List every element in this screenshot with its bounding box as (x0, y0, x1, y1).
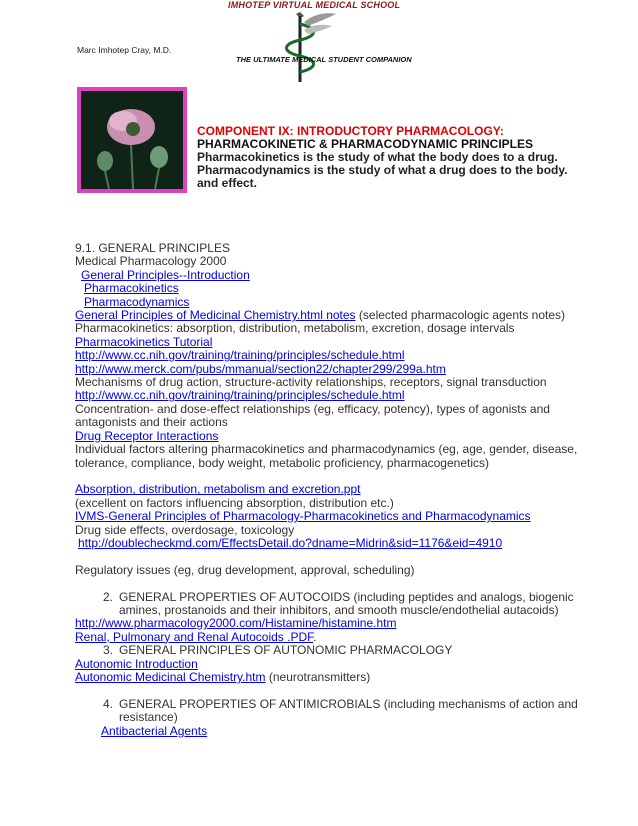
link-drug-receptor-interactions[interactable]: Drug Receptor Interactions (75, 428, 219, 443)
list-item (75, 591, 595, 618)
link-antibacterial-agents[interactable]: Antibacterial Agents (101, 723, 208, 738)
link-ivms-general-principles[interactable]: IVMS-General Principles of Pharmacology-Pharmacokinetics and Pharmacodynamics (75, 509, 531, 524)
link-autonomic-medicinal-chemistry[interactable]: Autonomic Medicinal Chemistry.htm (75, 669, 266, 684)
component-title: COMPONENT IX: INTRODUCTORY PHARMACOLOGY: (197, 124, 504, 138)
autonomic-medchem-note: (neurotransmitters) (265, 669, 371, 684)
link-doublecheckmd[interactable]: http://doublecheckmd.com/EffectsDetail.do?dname=Midrin&sid=1176&eid=4910 (78, 535, 503, 550)
link-nih-schedule[interactable]: http://www.cc.nih.gov/training/training/principles/schedule.html (75, 348, 405, 363)
section-heading: 9.1. GENERAL PRINCIPLES (75, 241, 230, 255)
main-content (75, 242, 595, 738)
caduceus-logo-icon (270, 10, 340, 82)
renal-suffix: . (313, 629, 317, 644)
list-number: 4. (102, 696, 113, 711)
medical-pharmacology-label: Medical Pharmacology 2000 (75, 254, 227, 269)
link-histamine[interactable]: http://www.pharmacology2000.com/Histamine/histamine.htm (75, 616, 397, 631)
list-item-text: GENERAL PROPERTIES OF AUTOCOIDS (including peptides and analogs, biogenic amines, prostanoids and their inhibitors, and smooth muscle/endothelial autacoids) (119, 589, 574, 617)
list-item (75, 644, 595, 657)
component-subtitle: PHARMACOKINETIC & PHARMACODYNAMIC PRINCIPLES (197, 137, 534, 151)
link-autonomic-introduction[interactable]: Autonomic Introduction (75, 656, 198, 671)
link-nih-schedule-2[interactable]: http://www.cc.nih.gov/training/training/principles/schedule.html (75, 388, 405, 403)
list-item (75, 698, 595, 725)
mechanisms-text: Mechanisms of drug action, structure-activity relationships, receptors, signal transduction (75, 375, 547, 390)
gp-medchem-note: (selected pharmacologic agents notes) (355, 308, 566, 323)
poppy-flower-image (81, 91, 183, 189)
link-general-principles-intro[interactable]: General Principles--Introduction (81, 267, 250, 282)
side-effects-text: Drug side effects, overdosage, toxicology (75, 522, 295, 537)
intro-line: and effect. (197, 176, 258, 190)
link-renal-autocoids-pdf[interactable]: Renal, Pulmonary and Renal Autocoids .PDF (75, 629, 314, 644)
individual-factors-text: Individual factors altering pharmacokinetics and pharmacodynamics (eg, age, gender, disease, tolerance, compliance, body weight, metabolic proficiency, pharmacogenetics) (75, 442, 578, 470)
link-merck-manual[interactable]: http://www.merck.com/pubs/mmanual/section22/chapter299/299a.htm (75, 361, 446, 376)
list-number: 3. (102, 643, 113, 658)
concentration-text: Concentration- and dose-effect relationships (eg, efficacy, potency), types of agonists and antagonists and their actions (75, 401, 550, 430)
link-pharmacokinetics[interactable]: Pharmacokinetics (84, 281, 179, 296)
pk-topics: Pharmacokinetics: absorption, distribution, metabolism, excretion, dosage intervals (75, 321, 515, 336)
intro-line: Pharmacokinetics is the study of what the body does to a drug. (197, 150, 558, 164)
list-item-text: GENERAL PRINCIPLES OF AUTONOMIC PHARMACOLOGY (119, 643, 453, 658)
adme-note: (excellent on factors influencing absorption, distribution etc.) (75, 495, 394, 510)
component-header (197, 125, 577, 190)
link-pharmacodynamics[interactable]: Pharmacodynamics (84, 294, 190, 309)
school-banner-title: IMHOTEP VIRTUAL MEDICAL SCHOOL (228, 0, 401, 10)
list-item-text: GENERAL PROPERTIES OF ANTIMICROBIALS (including mechanisms of action and resistance) (119, 696, 578, 725)
school-banner-subtitle: THE ULTIMATE MEDICAL STUDENT COMPANION (236, 55, 412, 64)
author-name: Marc Imhotep Cray, M.D. (77, 45, 172, 55)
link-gp-medicinal-chemistry[interactable]: General Principles of Medicinal Chemistry.html notes (75, 308, 356, 323)
link-adme-ppt[interactable]: Absorption, distribution, metabolism and excretion.ppt (75, 482, 361, 497)
intro-line: Pharmacodynamics is the study of what a drug does to the body. (197, 163, 568, 177)
list-number: 2. (102, 589, 113, 604)
link-pk-tutorial[interactable]: Pharmacokinetics Tutorial (75, 334, 213, 349)
regulatory-text: Regulatory issues (eg, drug development, approval, scheduling) (75, 562, 415, 577)
